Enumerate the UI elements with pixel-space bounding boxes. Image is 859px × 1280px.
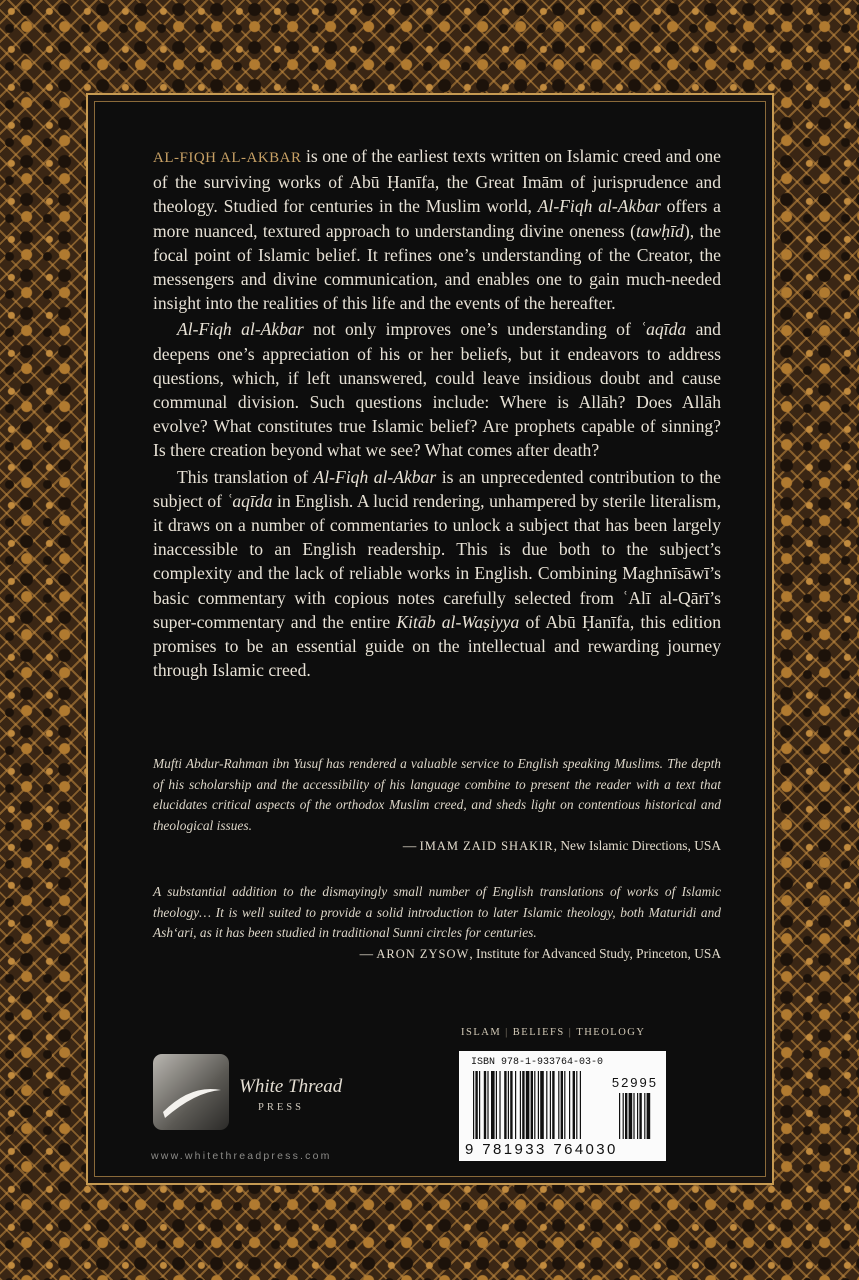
term: ʿaqīda [640,319,687,340]
blurb-paragraph-1: AL-FIQH AL-AKBAR is one of the earliest texts written on Islamic creed and one of the surviving works of Abū Ḥanīfa, the Great Imām of jurisprudence and theology. Studied for centuries in the Muslim world, Al-Fiqh al-Akbar offers a more nuanced, textured approach to understanding divine oneness (tawḥīd), the focal point of Islamic belief. It refines one’s understanding of the Creator, the messengers and divine communication, and enables one to gain much-needed insight into the realities of this life and the events of the hereafter. [153,146,721,314]
price-code: 52995 [611,1075,658,1090]
book-title-smallcaps: AL-FIQH AL-AKBAR [153,150,302,166]
publisher-subtitle: PRESS [258,1102,304,1113]
text-panel [94,101,766,1177]
endorsement-text: Mufti Abdur-Rahman ibn Yusuf has rendered a valuable service to English speaking Muslims. The depth of his scholarship and the accessibility of his language combine to present the reader with a text that elucidates critical aspects of the orthodox Muslim creed, and sheds light on contentious historical and theological issues. [153,756,721,833]
ean-digits: 9 781933 764030 [465,1141,618,1158]
endorser-name: IMAM ZAID SHAKIR [419,839,554,853]
blurb-paragraph-2: Al-Fiqh al-Akbar not only improves one’s understanding of ʿaqīda and deepens one’s appreciation of his or her beliefs, but it endeavors to address questions, which, if left unanswered, could leave insidious doubt and cause communal division. Such questions include: Where is Allāh? Does Allāh evolve? What constitutes true Islamic belief? Are prophets capable of sinning? Is there creation beyond what we see? What comes after death? [153,319,721,461]
endorsement-attribution: — ARON ZYSOW, Institute for Advanced Study, Princeton, USA [359,945,721,961]
book-title: Al-Fiqh al-Akbar [313,466,437,487]
term: tawḥīd [635,220,684,241]
endorsement-attribution: — IMAM ZAID SHAKIR, New Islamic Directions, USA [402,838,721,853]
blurb-paragraph-3: This translation of Al-Fiqh al-Akbar is an unprecedented contribution to the subject of ʿaqīda in English. A lucid rendering, unhampered by sterile literalism, it draws on a number of commentaries to unlock a subject that has been largely inaccessible to an English readership. This is due both to the subject’s complexity and the lack of reliable works in English. Combining Maghnīsāwī’s basic commentary with copious notes carefully selected from ʿAlī al-Qārī’s super-commentary and the entire Kitāb al-Waṣiyya of Abū Ḥanīfa, this edition promises to be an essential guide on the intellectual and rewarding journey through Islamic creed. [153,466,721,681]
barcode-panel [459,1051,666,1161]
book-title: Al-Fiqh al-Akbar [537,196,661,217]
publisher-logo-icon [151,1052,231,1137]
isbn-label: ISBN 978-1-933764-03-0 [471,1057,604,1068]
publisher-website: www.whitethreadpress.com [151,1150,332,1162]
panel-frame [86,93,774,1185]
endorsement-2 [153,882,721,964]
endorsement-text: A substantial addition to the dismayingly small number of English translations of works of Islamic theology… It is well suited to provide a solid introduction to later Islamic theology, both Maturidi and Ash‘ari, as it has been studied in traditional Sunni circles for centuries. [153,884,721,940]
publisher-name: White Thread [239,1076,343,1097]
book-title: Al-Fiqh al-Akbar [177,319,304,340]
subject-categories: ISLAM | BELIEFS | THEOLOGY [461,1027,646,1038]
term: ʿaqīda [226,490,273,511]
book-title: Kitāb al-Waṣiyya [396,611,520,632]
endorsement-1 [153,754,721,857]
endorser-name: ARON ZYSOW [376,946,470,961]
blurb [153,144,721,682]
